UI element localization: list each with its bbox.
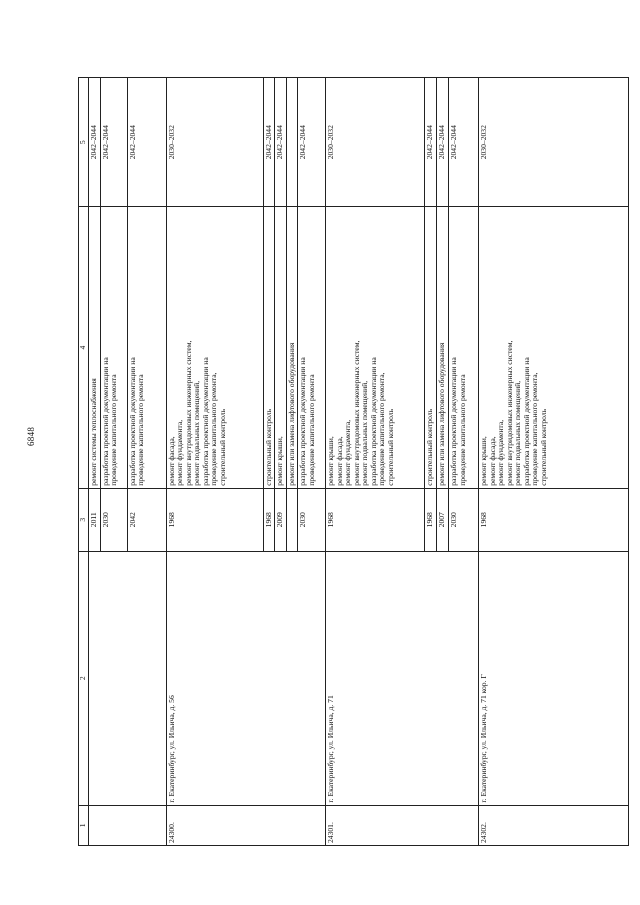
- year-cell: 1968: [425, 488, 437, 551]
- period-cell: [286, 78, 298, 207]
- record-number: 24302.: [479, 805, 629, 845]
- year-cell: 1968: [326, 488, 425, 551]
- work-line: проведение капитального ремонта,: [209, 372, 219, 486]
- year-cell: 1968: [263, 488, 275, 551]
- work-line: ремонт подвальных помещений,: [192, 380, 202, 486]
- work-line: строительный контроль: [217, 408, 227, 486]
- year-cell: 1968: [479, 488, 629, 551]
- rotated-table-container: [78, 77, 553, 846]
- period-cell: 2042–2044: [425, 78, 437, 207]
- period-cell: 2042–2044: [127, 78, 166, 207]
- year-cell: 2009: [275, 488, 287, 551]
- table-row: [479, 78, 629, 846]
- column-header: 5: [79, 78, 89, 207]
- work-line: разработка проектной документации на: [368, 357, 378, 486]
- table-row: [166, 78, 263, 846]
- work-line: ремонт подвальных помещений,: [513, 380, 523, 486]
- record-number: 24300.: [166, 805, 326, 845]
- period-cell: 2042–2044: [275, 78, 287, 207]
- work-line: ремонт фундамента,: [496, 419, 506, 486]
- work-line: ремонт внутридомовых инженерных систем,: [183, 340, 193, 486]
- building-address: г. Екатеринбург, ул. Ильича, д. 71 кор. Г: [479, 551, 629, 805]
- year-cell: 2011: [89, 488, 101, 551]
- work-line: ремонт или замена лифтового оборудования: [437, 342, 447, 486]
- work-line: ремонт фундамента,: [175, 419, 185, 486]
- period-cell: 2042–2044: [89, 78, 101, 207]
- work-line: строительный контроль: [425, 408, 435, 486]
- work-line: разработка проектной документации на: [127, 357, 137, 486]
- year-cell: 2007: [437, 488, 449, 551]
- work-line: ремонт фасада,: [334, 436, 344, 486]
- year-cell: 2030: [100, 488, 127, 551]
- period-cell: 2042–2044: [263, 78, 275, 207]
- work-line: проведение капитального ремонта: [136, 374, 146, 486]
- work-description: [127, 207, 166, 488]
- work-description: [437, 207, 449, 488]
- column-header: 3: [79, 488, 89, 551]
- period-cell: 2030–2032: [479, 78, 629, 207]
- year-cell: 2042: [127, 488, 166, 551]
- work-line: ремонт крыши,: [479, 436, 489, 486]
- period-cell: 2042–2044: [449, 78, 479, 207]
- table-body: [89, 78, 629, 846]
- work-description: [449, 207, 479, 488]
- work-line: ремонт фасада,: [166, 436, 176, 486]
- page-number: 6848: [26, 426, 36, 446]
- work-line: строительный контроль: [538, 408, 548, 486]
- record-number: 24301.: [326, 805, 479, 845]
- year-cell: [286, 488, 298, 551]
- work-line: проведение капитального ремонта: [306, 374, 316, 486]
- period-cell: 2030–2032: [326, 78, 425, 207]
- table-row: [89, 78, 101, 846]
- work-line: проведение капитального ремонта: [457, 374, 467, 486]
- repair-schedule-table: [78, 77, 629, 846]
- work-description: [479, 207, 629, 488]
- work-line: ремонт фасада,: [487, 436, 497, 486]
- building-address: г. Екатеринбург, ул. Ильича, д. 56: [166, 551, 326, 805]
- work-line: проведение капитального ремонта,: [377, 372, 387, 486]
- column-header: 4: [79, 207, 89, 488]
- year-cell: 1968: [166, 488, 263, 551]
- work-line: ремонт крыши,: [275, 436, 285, 486]
- work-description: [298, 207, 326, 488]
- work-line: ремонт фундамента,: [343, 419, 353, 486]
- work-description: [275, 207, 287, 488]
- work-description: [89, 207, 101, 488]
- building-address: [89, 551, 167, 805]
- building-address: г. Екатеринбург, ул. Ильича, д. 71: [326, 551, 479, 805]
- work-description: [166, 207, 263, 488]
- work-line: разработка проектной документации на: [298, 357, 308, 486]
- period-cell: 2042–2044: [100, 78, 127, 207]
- column-header: 2: [79, 551, 89, 805]
- work-line: ремонт системы теплоснабжения: [89, 378, 98, 486]
- work-line: ремонт подвальных помещений,: [360, 380, 370, 486]
- work-line: разработка проектной документации на: [200, 357, 210, 486]
- work-line: ремонт или замена лифтового оборудования: [286, 342, 296, 486]
- work-line: разработка проектной документации на: [449, 357, 459, 486]
- work-line: проведение капитального ремонта,: [530, 372, 540, 486]
- work-description: [326, 207, 425, 488]
- work-line: ремонт внутридомовых инженерных систем,: [504, 340, 514, 486]
- work-line: ремонт внутридомовых инженерных систем,: [351, 340, 361, 486]
- work-description: [100, 207, 127, 488]
- work-line: ремонт крыши,: [326, 436, 336, 486]
- record-number: [89, 805, 167, 845]
- work-line: проведение капитального ремонта: [109, 374, 119, 486]
- work-description: [263, 207, 275, 488]
- work-line: строительный контроль: [263, 408, 273, 486]
- work-line: разработка проектной документации на: [521, 357, 531, 486]
- year-cell: 2030: [449, 488, 479, 551]
- period-cell: 2042–2044: [298, 78, 326, 207]
- work-description: [425, 207, 437, 488]
- period-cell: 2030–2032: [166, 78, 263, 207]
- column-header: 1: [79, 805, 89, 845]
- work-line: строительный контроль: [385, 408, 395, 486]
- period-cell: 2042–2044: [437, 78, 449, 207]
- column-number-row: [79, 78, 89, 846]
- work-description: [286, 207, 298, 488]
- year-cell: 2030: [298, 488, 326, 551]
- table-row: [326, 78, 425, 846]
- work-line: разработка проектной документации на: [100, 357, 110, 486]
